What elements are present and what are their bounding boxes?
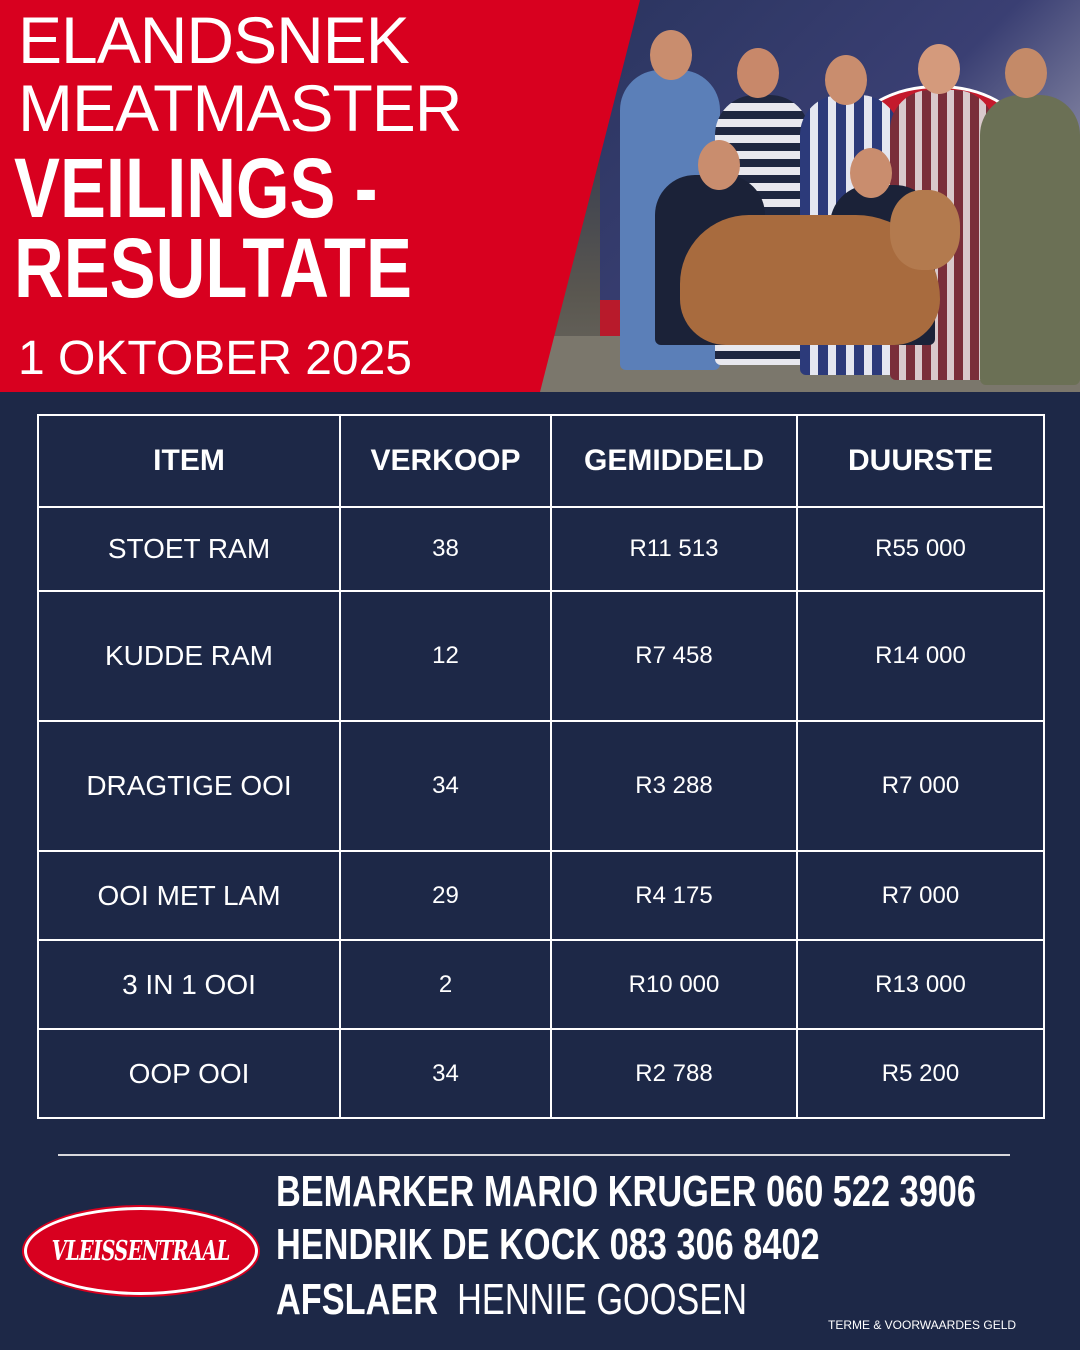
cell-gemiddeld: R2 788 bbox=[551, 1029, 797, 1118]
cell-verkoop: 38 bbox=[340, 507, 551, 591]
title-line-1: ELANDSNEK bbox=[18, 3, 409, 77]
header-gemiddeld: GEMIDDELD bbox=[551, 415, 797, 507]
cell-gemiddeld: R7 458 bbox=[551, 591, 797, 721]
header-verkoop: VERKOOP bbox=[340, 415, 551, 507]
cell-duurste: R14 000 bbox=[797, 591, 1044, 721]
header bbox=[0, 0, 1080, 392]
person-head bbox=[1005, 48, 1047, 98]
ram-head bbox=[890, 190, 960, 270]
cell-verkoop: 12 bbox=[340, 591, 551, 721]
person-head bbox=[650, 30, 692, 80]
cell-item: OOP OOI bbox=[38, 1029, 340, 1118]
logo-text: VLEISSENTRAAL bbox=[52, 1235, 230, 1267]
subtitle bbox=[14, 141, 412, 315]
table-row bbox=[38, 940, 1044, 1029]
cell-duurste: R5 200 bbox=[797, 1029, 1044, 1118]
cell-item: KUDDE RAM bbox=[38, 591, 340, 721]
results-table bbox=[37, 414, 1045, 1119]
cell-gemiddeld: R3 288 bbox=[551, 721, 797, 851]
subtitle-line-1: VEILINGS - bbox=[14, 141, 378, 235]
cell-item: DRAGTIGE OOI bbox=[38, 721, 340, 851]
auctioneer-label: AFSLAER bbox=[276, 1275, 439, 1324]
person-head bbox=[825, 55, 867, 105]
table-row bbox=[38, 721, 1044, 851]
terms-note: TERME & VOORWAARDES GELD bbox=[828, 1318, 1017, 1332]
table-row bbox=[38, 507, 1044, 591]
cell-verkoop: 34 bbox=[340, 721, 551, 851]
auctioneer-line bbox=[276, 1276, 747, 1324]
cell-gemiddeld: R4 175 bbox=[551, 851, 797, 940]
contact-line-2: HENDRIK DE KOCK 083 306 8402 bbox=[276, 1220, 820, 1269]
person-head bbox=[918, 44, 960, 94]
cell-verkoop: 34 bbox=[340, 1029, 551, 1118]
subtitle-line-2: RESULTATE bbox=[14, 221, 412, 315]
cell-verkoop: 2 bbox=[340, 940, 551, 1029]
cell-verkoop: 29 bbox=[340, 851, 551, 940]
title-line-2: MEATMASTER bbox=[18, 71, 462, 145]
person-head bbox=[850, 148, 892, 198]
auctioneer-name: HENNIE GOOSEN bbox=[457, 1275, 748, 1324]
cell-item: 3 IN 1 OOI bbox=[38, 940, 340, 1029]
cell-item: OOI MET LAM bbox=[38, 851, 340, 940]
person-head bbox=[737, 48, 779, 98]
cell-item: STOET RAM bbox=[38, 507, 340, 591]
contact-line-1: BEMARKER MARIO KRUGER 060 522 3906 bbox=[276, 1167, 976, 1216]
vleissentraal-logo bbox=[24, 1207, 258, 1295]
date: 1 OKTOBER 2025 bbox=[18, 332, 412, 385]
header-item: ITEM bbox=[38, 415, 340, 507]
cell-gemiddeld: R10 000 bbox=[551, 940, 797, 1029]
table-row bbox=[38, 591, 1044, 721]
person bbox=[980, 95, 1080, 385]
header-duurste: DUURSTE bbox=[797, 415, 1044, 507]
cell-duurste: R55 000 bbox=[797, 507, 1044, 591]
cell-duurste: R7 000 bbox=[797, 851, 1044, 940]
table-row bbox=[38, 851, 1044, 940]
person-head bbox=[698, 140, 740, 190]
title bbox=[18, 3, 462, 145]
cell-duurste: R7 000 bbox=[797, 721, 1044, 851]
footer-divider bbox=[58, 1154, 1010, 1156]
cell-gemiddeld: R11 513 bbox=[551, 507, 797, 591]
table-row bbox=[38, 1029, 1044, 1118]
cell-duurste: R13 000 bbox=[797, 940, 1044, 1029]
table-header-row bbox=[38, 415, 1044, 507]
